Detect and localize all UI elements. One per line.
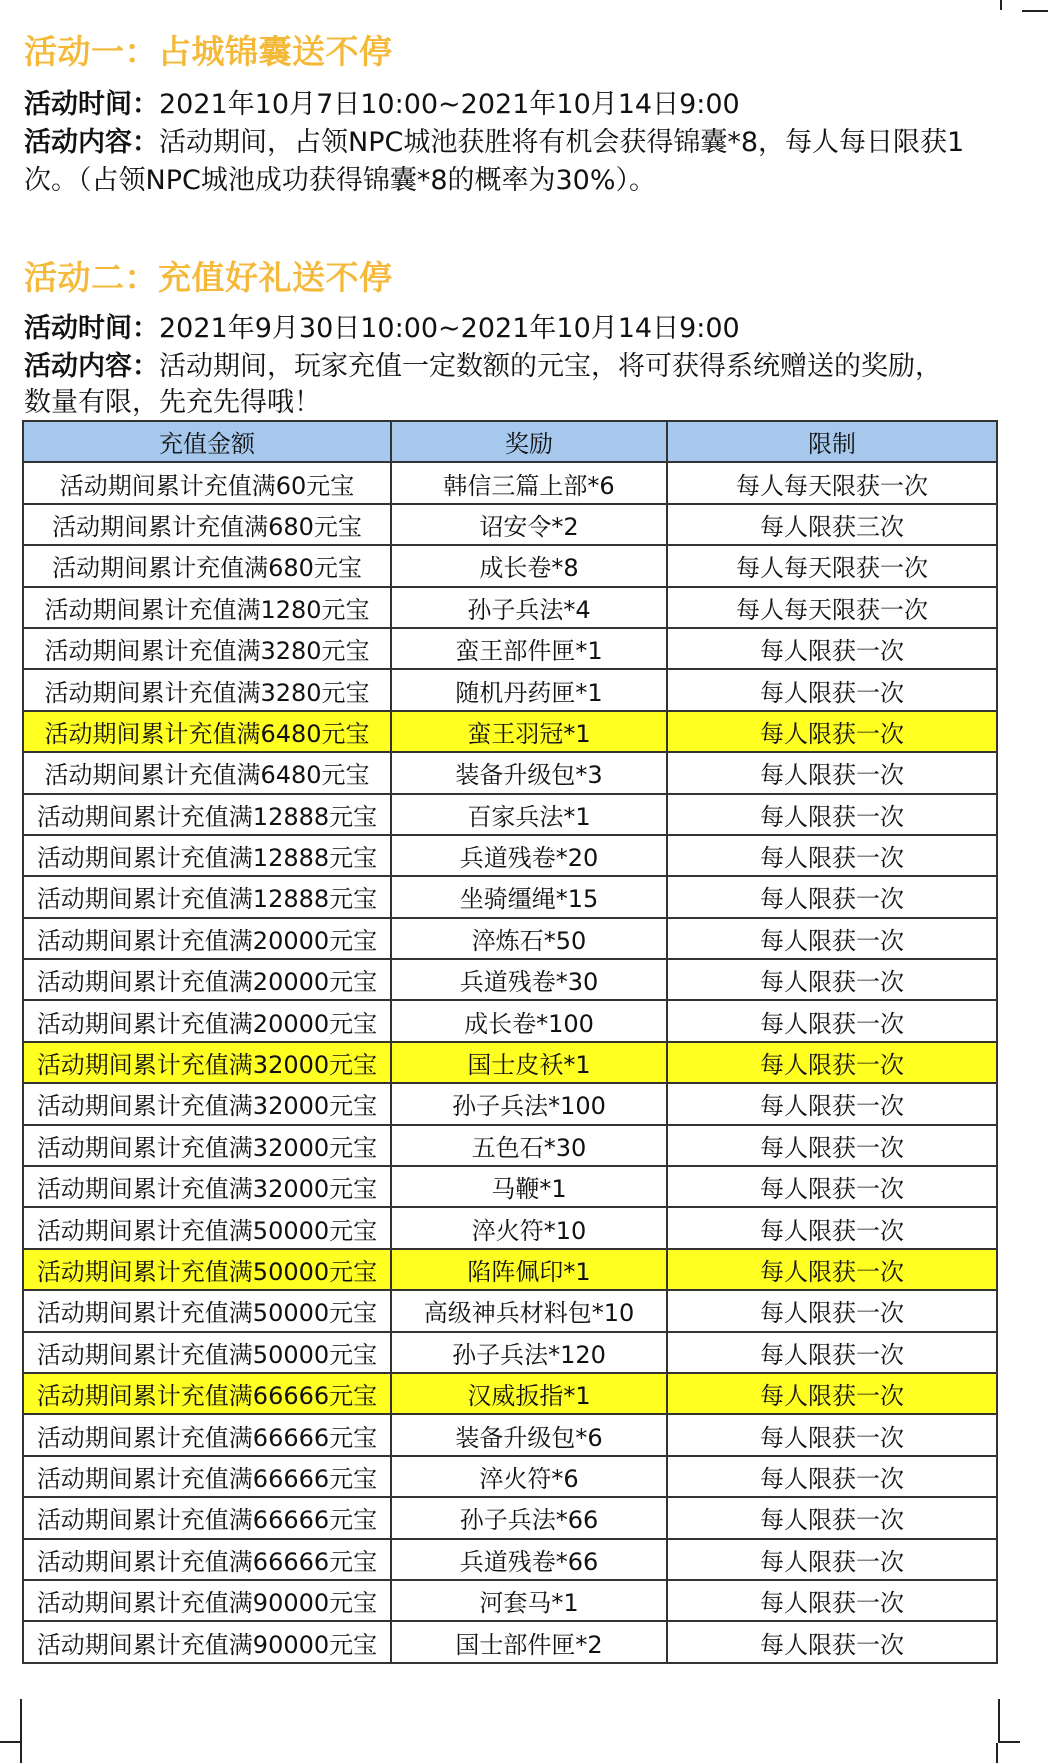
activity2-content-label: 活动内容： (24, 351, 159, 382)
cell-reward: 蛮王部件匣*1 (391, 628, 667, 669)
cell-reward: 兵道残卷*66 (391, 1539, 667, 1580)
cell-amount: 活动期间累计充值满6480元宝 (23, 752, 391, 793)
cell-reward: 淬火符*6 (391, 1456, 667, 1497)
cell-limit: 每人每天限获一次 (667, 587, 997, 628)
cell-reward: 百家兵法*1 (391, 794, 667, 835)
table-row (23, 1539, 997, 1580)
cell-reward: 国士皮袄*1 (391, 1042, 667, 1083)
table-row (23, 1580, 997, 1621)
cell-limit: 每人限获一次 (667, 835, 997, 876)
cell-limit: 每人限获一次 (667, 1539, 997, 1580)
cell-limit: 每人限获一次 (667, 1125, 997, 1166)
table-row (23, 1207, 997, 1248)
cell-amount: 活动期间累计充值满60元宝 (23, 462, 391, 503)
header-amount: 充值金额 (23, 421, 391, 462)
cell-limit: 每人限获一次 (667, 628, 997, 669)
table-row (23, 1042, 997, 1083)
activity1-time (24, 86, 1024, 124)
table-row (23, 504, 997, 545)
cell-amount: 活动期间累计充值满12888元宝 (23, 794, 391, 835)
activity1-content-line1: 活动期间，占领NPC城池获胜将有机会获得锦囊*8，每人每日限获1 (159, 127, 965, 158)
cell-reward: 河套马*1 (391, 1580, 667, 1621)
cell-limit: 每人限获一次 (667, 1456, 997, 1497)
activity1-content-label: 活动内容： (24, 127, 159, 158)
activity1-time-label: 活动时间： (24, 89, 159, 120)
table-row (23, 1332, 997, 1373)
cell-reward: 国士部件匣*2 (391, 1621, 667, 1662)
cell-reward: 淬火符*10 (391, 1207, 667, 1248)
table-body (23, 462, 997, 1662)
cell-amount: 活动期间累计充值满50000元宝 (23, 1249, 391, 1290)
cell-reward: 马鞭*1 (391, 1166, 667, 1207)
cell-amount: 活动期间累计充值满1280元宝 (23, 587, 391, 628)
crop-mark-bottom-right (998, 1699, 1020, 1743)
cell-amount: 活动期间累计充值满90000元宝 (23, 1580, 391, 1621)
activity2-time (24, 310, 1024, 348)
cell-limit: 每人限获一次 (667, 794, 997, 835)
cell-limit: 每人限获三次 (667, 504, 997, 545)
activity1-time-value: 2021年10月7日10:00~2021年10月14日9:00 (159, 89, 740, 120)
activity2-content-line1: 活动期间，玩家充值一定数额的元宝，将可获得系统赠送的奖励， (159, 351, 942, 382)
cell-limit: 每人限获一次 (667, 959, 997, 1000)
cell-amount: 活动期间累计充值满50000元宝 (23, 1207, 391, 1248)
table-row (23, 1621, 997, 1662)
cell-reward: 装备升级包*6 (391, 1414, 667, 1455)
cell-amount: 活动期间累计充值满20000元宝 (23, 1000, 391, 1041)
table-row (23, 628, 997, 669)
table-row (23, 1414, 997, 1455)
cell-reward: 五色石*30 (391, 1125, 667, 1166)
table-row (23, 1456, 997, 1497)
table-row (23, 1000, 997, 1041)
cell-limit: 每人限获一次 (667, 918, 997, 959)
table-row (23, 545, 997, 586)
header-reward: 奖励 (391, 421, 667, 462)
table-row (23, 587, 997, 628)
cell-reward: 孙子兵法*4 (391, 587, 667, 628)
cell-reward: 兵道残卷*30 (391, 959, 667, 1000)
cell-amount: 活动期间累计充值满3280元宝 (23, 628, 391, 669)
cell-limit: 每人限获一次 (667, 876, 997, 917)
header-limit: 限制 (667, 421, 997, 462)
cell-limit: 每人限获一次 (667, 752, 997, 793)
crop-mark-top-right-horizontal (1022, 10, 1048, 12)
cell-amount: 活动期间累计充值满32000元宝 (23, 1166, 391, 1207)
cell-limit: 每人限获一次 (667, 1000, 997, 1041)
table-row (23, 918, 997, 959)
cell-limit: 每人限获一次 (667, 1332, 997, 1373)
cell-reward: 韩信三篇上部*6 (391, 462, 667, 503)
cell-amount: 活动期间累计充值满32000元宝 (23, 1083, 391, 1124)
cell-limit: 每人限获一次 (667, 1207, 997, 1248)
cell-limit: 每人限获一次 (667, 1249, 997, 1290)
cell-amount: 活动期间累计充值满66666元宝 (23, 1539, 391, 1580)
cell-reward: 高级神兵材料包*10 (391, 1290, 667, 1331)
cell-amount: 活动期间累计充值满12888元宝 (23, 876, 391, 917)
cell-amount: 活动期间累计充值满680元宝 (23, 504, 391, 545)
activity1-content-cont: 次。（占领NPC城池成功获得锦囊*8的概率为30%）。 (24, 165, 657, 196)
cell-amount: 活动期间累计充值满66666元宝 (23, 1373, 391, 1414)
table-row (23, 1166, 997, 1207)
cell-reward: 淬炼石*50 (391, 918, 667, 959)
cell-reward: 随机丹药匣*1 (391, 669, 667, 710)
cell-amount: 活动期间累计充值满20000元宝 (23, 959, 391, 1000)
table-row (23, 794, 997, 835)
table-row (23, 1373, 997, 1414)
cell-amount: 活动期间累计充值满32000元宝 (23, 1042, 391, 1083)
cell-amount: 活动期间累计充值满32000元宝 (23, 1125, 391, 1166)
crop-mark-bottom-left (0, 1699, 22, 1743)
cell-amount: 活动期间累计充值满12888元宝 (23, 835, 391, 876)
cell-amount: 活动期间累计充值满90000元宝 (23, 1621, 391, 1662)
rewards-table (22, 420, 998, 1664)
crop-mark-bottom-left-vertical (20, 1743, 44, 1763)
cell-limit: 每人限获一次 (667, 711, 997, 752)
cell-reward: 坐骑缰绳*15 (391, 876, 667, 917)
cell-amount: 活动期间累计充值满66666元宝 (23, 1414, 391, 1455)
cell-amount: 活动期间累计充值满20000元宝 (23, 918, 391, 959)
cell-amount: 活动期间累计充值满66666元宝 (23, 1456, 391, 1497)
cell-reward: 装备升级包*3 (391, 752, 667, 793)
cell-reward: 成长卷*8 (391, 545, 667, 586)
cell-limit: 每人限获一次 (667, 1621, 997, 1662)
cell-amount: 活动期间累计充值满50000元宝 (23, 1332, 391, 1373)
cell-limit: 每人限获一次 (667, 1497, 997, 1538)
cell-limit: 每人限获一次 (667, 669, 997, 710)
cell-reward: 孙子兵法*66 (391, 1497, 667, 1538)
table-row (23, 959, 997, 1000)
cell-limit: 每人限获一次 (667, 1083, 997, 1124)
table-header-row (23, 421, 997, 462)
cell-limit: 每人每天限获一次 (667, 545, 997, 586)
table-row (23, 669, 997, 710)
cell-reward: 蛮王羽冠*1 (391, 711, 667, 752)
cell-reward: 诏安令*2 (391, 504, 667, 545)
cell-reward: 成长卷*100 (391, 1000, 667, 1041)
cell-limit: 每人限获一次 (667, 1580, 997, 1621)
activity2-content-cont: 数量有限，先充先得哦！ (24, 387, 321, 418)
activity2-title: 活动二：充值好礼送不停 (24, 258, 393, 297)
activity1-title: 活动一：占城锦囊送不停 (24, 32, 393, 71)
activity2-time-value: 2021年9月30日10:00~2021年10月14日9:00 (159, 313, 740, 344)
table-row (23, 876, 997, 917)
table-row (23, 752, 997, 793)
cell-reward: 陷阵佩印*1 (391, 1249, 667, 1290)
table-row (23, 1497, 997, 1538)
table-row (23, 1083, 997, 1124)
table-row (23, 835, 997, 876)
cell-reward: 兵道残卷*20 (391, 835, 667, 876)
cell-amount: 活动期间累计充值满66666元宝 (23, 1497, 391, 1538)
cell-amount: 活动期间累计充值满3280元宝 (23, 669, 391, 710)
cell-amount: 活动期间累计充值满6480元宝 (23, 711, 391, 752)
cell-limit: 每人限获一次 (667, 1042, 997, 1083)
cell-amount: 活动期间累计充值满50000元宝 (23, 1290, 391, 1331)
table-row (23, 1249, 997, 1290)
cell-limit: 每人每天限获一次 (667, 462, 997, 503)
table-row (23, 1125, 997, 1166)
table-row (23, 1290, 997, 1331)
cell-limit: 每人限获一次 (667, 1166, 997, 1207)
table-row (23, 462, 997, 503)
cell-reward: 孙子兵法*120 (391, 1332, 667, 1373)
activity2-content (24, 348, 1024, 386)
table-row (23, 711, 997, 752)
activity1-content (24, 124, 1024, 162)
cell-limit: 每人限获一次 (667, 1414, 997, 1455)
crop-mark-top-right (1000, 0, 1024, 10)
cell-reward: 孙子兵法*100 (391, 1083, 667, 1124)
cell-limit: 每人限获一次 (667, 1290, 997, 1331)
activity2-time-label: 活动时间： (24, 313, 159, 344)
cell-reward: 汉威扳指*1 (391, 1373, 667, 1414)
crop-mark-bottom-right-vertical (996, 1743, 1020, 1763)
cell-amount: 活动期间累计充值满680元宝 (23, 545, 391, 586)
cell-limit: 每人限获一次 (667, 1373, 997, 1414)
